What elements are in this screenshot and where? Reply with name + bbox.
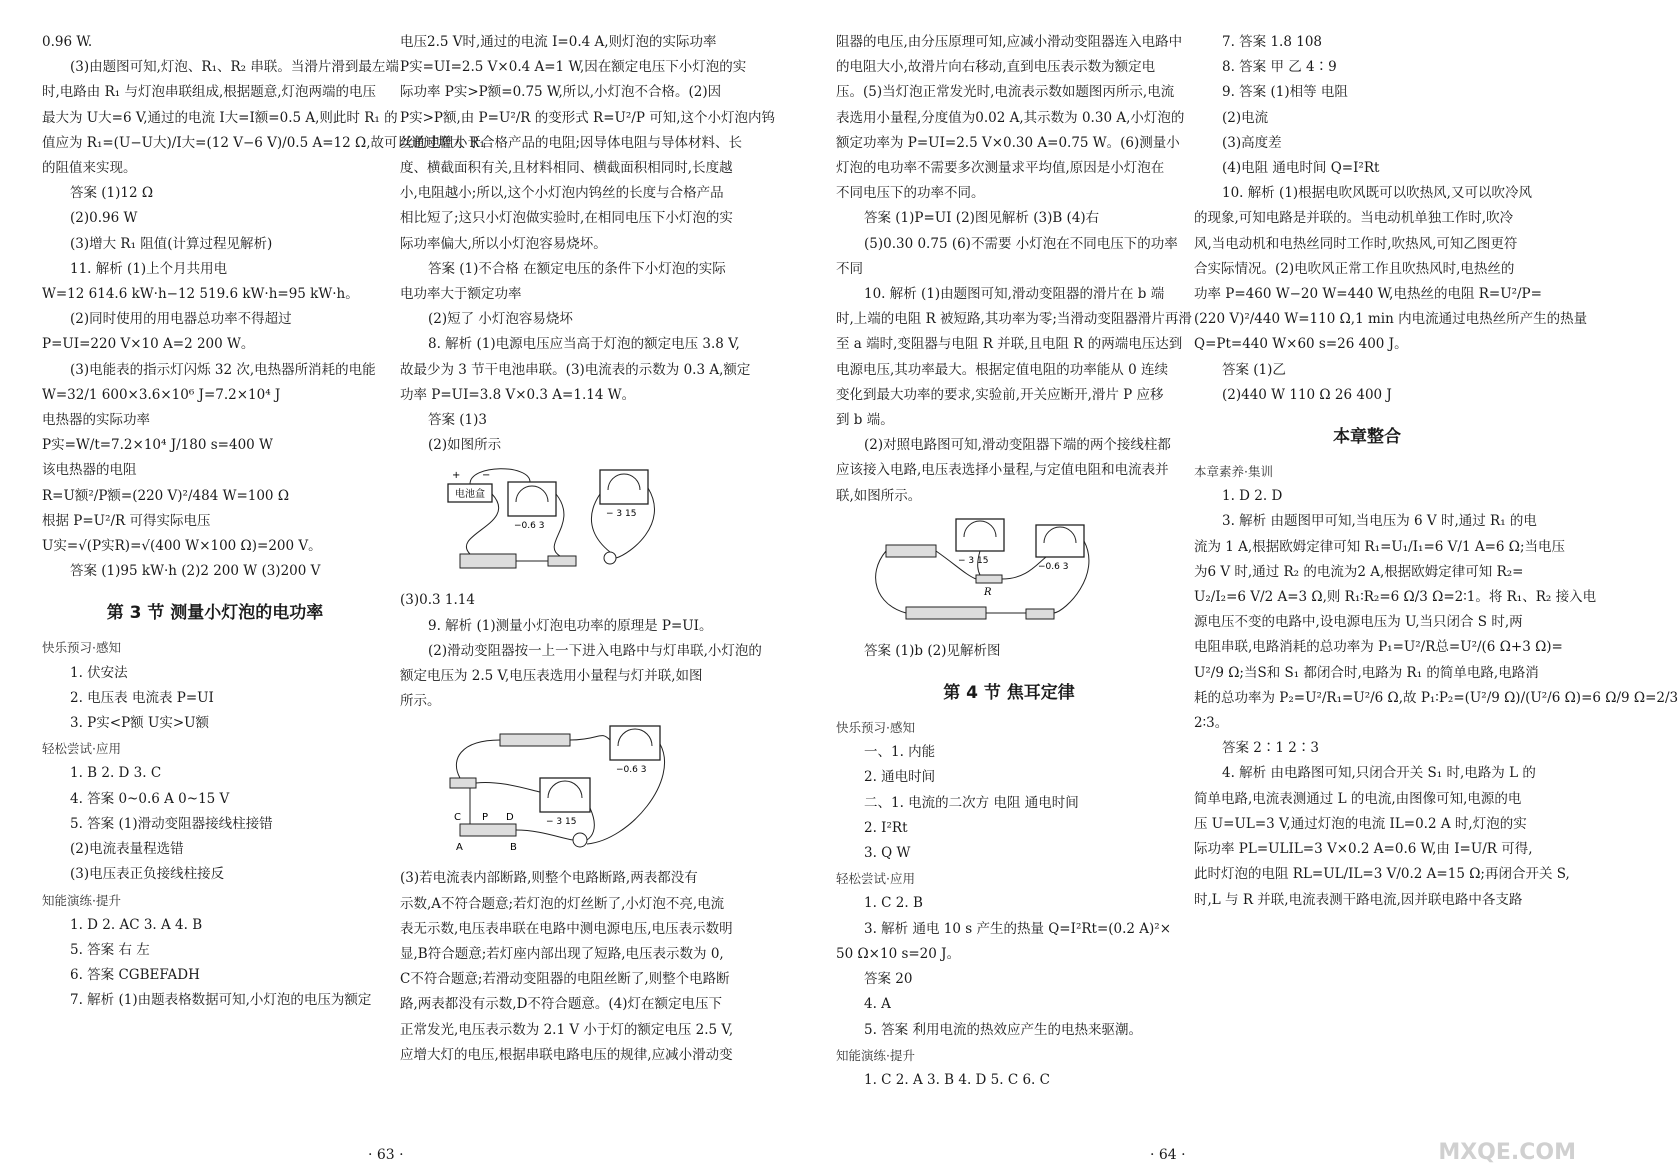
text-line: C不符合题意;若滑动变阻器的电阻丝断了,则整个电路断: [400, 971, 730, 988]
page-number-64: · 64 ·: [1150, 1147, 1186, 1163]
text-line: 答案 (1)b (2)见解析图: [864, 642, 1001, 659]
text-line: (2)如图所示: [428, 437, 502, 454]
text-line: 答案 (1)不合格 在额定电压的条件下小灯泡的实际: [428, 260, 726, 277]
resistor-icon: [976, 575, 1002, 583]
right-col1-end-lines: [836, 715, 1182, 1093]
battery-label: 电池盒: [455, 489, 485, 501]
text-line: 丝的电阻小于合格产品的电阻;因导体电阻与导体材料、长: [400, 134, 743, 151]
text-line: 流为 1 A,根据欧姆定律可知 R₁=U₁/I₁=6 V/1 A=6 Ω;当电压: [1194, 538, 1566, 555]
label-d: D: [506, 812, 514, 824]
ammeter-scale: −0.6 3: [514, 521, 545, 532]
text-line: 功率 P=UI=3.8 V×0.3 A=1.14 W。: [400, 386, 636, 403]
text-line: 不同电压下的功率不同。: [836, 185, 985, 202]
text-line: 电源电压,其功率最大。根据定值电阻的功率能从 0 连续: [836, 361, 1168, 378]
text-line: 值应为 R₁=(U−U大)/I大=(12 V−6 V)/0.5 A=12 Ω,故可以通过增大 R₁: [42, 134, 485, 151]
text-line: 最大为 U大=6 V,通过的电流 I大=I额=0.5 A,则此时 R₁ 的: [42, 109, 398, 126]
text-line: 二、1. 电流的二次方 电阻 通电时间: [864, 794, 1079, 811]
text-line: 知能演练·提升: [836, 1047, 915, 1063]
section-4-title: 第 4 节 焦耳定律: [943, 683, 1075, 704]
text-line: 阻器的电压,由分压原理可知,应减小滑动变阻器连入电路中: [836, 34, 1183, 50]
text-line: 该电热器的电阻: [42, 462, 137, 479]
text-line: 7. 解析 (1)由题表格数据可知,小灯泡的电压为额定: [70, 992, 372, 1009]
switch-icon: [548, 556, 576, 566]
resistor-label: R: [984, 586, 992, 598]
text-line: 0.96 W.: [42, 34, 93, 50]
text-line: (2)440 W 110 Ω 26 400 J: [1222, 386, 1392, 403]
text-line: 简单电路,电流表测通过 L 的电流,由图像可知,电源的电: [1194, 790, 1522, 807]
fig10-switch-icon: [1026, 609, 1054, 619]
text-line: 电热器的实际功率: [42, 412, 150, 429]
text-line: U²/9 Ω;当S和 S₁ 都闭合时,电路为 R₁ 的简单电路,电路消: [1194, 664, 1539, 681]
text-line: 轻松尝试·应用: [42, 741, 121, 757]
text-line: 5. 答案 右 左: [70, 941, 150, 958]
section-3-title: 第 3 节 测量小灯泡的电功率: [106, 603, 324, 624]
text-line: 3. Q W: [864, 845, 911, 862]
text-line: (3)电压表正负接线柱接反: [70, 866, 225, 883]
text-line: 到 b 端。: [836, 412, 894, 429]
text-line: 1. C 2. A 3. B 4. D 5. C 6. C: [864, 1071, 1050, 1088]
text-line: 3. 解析 通电 10 s 产生的热量 Q=I²Rt=(0.2 A)²×: [864, 920, 1172, 937]
text-line: 应增大灯的电压,根据串联电路电压的规律,应减小滑动变: [400, 1046, 733, 1063]
text-line: 1. C 2. B: [864, 895, 923, 912]
voltmeter-icon: [600, 470, 648, 504]
text-line: 联,如图所示。: [836, 487, 922, 504]
text-line: 不同: [836, 260, 863, 277]
fig10-ammeter-scale: −0.6 3: [1038, 561, 1069, 572]
text-line: W=12 614.6 kW·h−12 519.6 kW·h=95 kW·h。: [42, 286, 359, 303]
fig9-switch-icon: [450, 778, 476, 788]
text-line: 际功率 PL=ULIL=3 V×0.2 A=0.6 W,由 I=U/R 可得,: [1194, 841, 1533, 858]
figure-10-circuit: [866, 515, 1182, 633]
text-line: (5)0.30 0.75 (6)不需要 小灯泡在不同电压下的功率: [864, 235, 1178, 252]
text-line: (2)电流: [1222, 109, 1269, 126]
text-line: 所示。: [400, 693, 441, 710]
right-column-1: [836, 30, 1192, 1093]
text-line: 10. 解析 (1)根据电吹风既可以吹热风,又可以吹冷风: [1222, 185, 1532, 202]
text-line: 表无示数,电压表串联在电路中测电源电压,电压表示数明: [400, 920, 733, 937]
text-line: 示数,A不符合题意;若灯泡的灯丝断了,小灯泡不亮,电流: [400, 895, 725, 912]
text-line: 6. 答案 CGBEFADH: [70, 967, 200, 984]
text-line: 3. P实<P额 U实>U额: [70, 715, 210, 732]
plus-sign: +: [452, 470, 461, 482]
text-line: 4. A: [864, 996, 891, 1013]
text-line: 2. 电压表 电流表 P=UI: [70, 689, 214, 706]
text-line: 1. D 2. AC 3. A 4. B: [70, 916, 203, 933]
text-line: 故最少为 3 节干电池串联。(3)电流表的示数为 0.3 A,额定: [400, 361, 751, 378]
right-col1-lines: [836, 30, 1192, 509]
text-line: 4. 解析 由电路图可知,只闭合开关 S₁ 时,电路为 L 的: [1222, 765, 1536, 782]
page-63: [0, 0, 800, 1171]
text-line: 快乐预习·感知: [42, 640, 121, 656]
text-line: 答案 2∶1 2∶3: [1222, 740, 1319, 757]
text-line: (2)电流表量程选错: [70, 841, 184, 858]
chapter-summary-title: 本章整合: [1333, 427, 1401, 448]
label-a: A: [456, 842, 463, 854]
figure-8-circuit: [430, 464, 746, 582]
text-line: 本章素养·集训: [1194, 464, 1273, 480]
text-line: 时,L 与 R 并联,电流表测干路电流,因并联电路中各支路: [1194, 891, 1523, 908]
text-line: (3)若电流表内部断路,则整个电路断路,两表都没有: [400, 870, 698, 887]
text-line: 8. 答案 甲 乙 4∶9: [1222, 59, 1337, 76]
label-b: B: [510, 842, 517, 854]
text-line: 功率 P=460 W−20 W=440 W,电热丝的电阻 R=U²/P=: [1194, 286, 1542, 303]
text-line: 压 U=UL=3 V,通过灯泡的电流 IL=0.2 A 时,灯泡的实: [1194, 815, 1527, 832]
text-line: 2. I²Rt: [864, 819, 908, 836]
text-line: (2)0.96 W: [70, 210, 138, 227]
fig10-voltmeter-scale: − 3 15: [958, 555, 989, 566]
battery-holder-icon: [500, 734, 570, 746]
text-line: 小,电阻越小;所以,这个小灯泡内钨丝的长度与合格产品: [400, 185, 724, 202]
text-line: 10. 解析 (1)由题图可知,滑动变阻器的滑片在 b 端: [864, 286, 1165, 303]
page-64: [800, 0, 1678, 1171]
text-line: 快乐预习·感知: [836, 720, 915, 736]
text-line: 答案 20: [864, 971, 913, 988]
text-line: 7. 答案 1.8 108: [1222, 34, 1322, 50]
watermark: MXQE.COM: [1438, 1140, 1576, 1165]
text-line: (2)滑动变阻器按一上一下进入电路中与灯串联,小灯泡的: [428, 642, 762, 659]
text-line: 2∶3。: [1194, 715, 1229, 732]
text-line: 4. 答案 0~0.6 A 0~15 V: [70, 790, 230, 807]
text-line: 源电压不变的电路中,设电源电压为 U,当只闭合 S 时,两: [1194, 614, 1523, 631]
text-line: (2)对照电路图可知,滑动变阻器下端的两个接线柱都: [864, 437, 1171, 454]
text-line: 50 Ω×10 s=20 J。: [836, 945, 961, 962]
text-line: R=U额²/P额=(220 V)²/484 W=100 Ω: [42, 487, 290, 504]
fig9-voltmeter-icon: [610, 726, 660, 760]
rheostat-icon: [460, 554, 516, 568]
text-line: (3)由题图可知,灯泡、R₁、R₂ 串联。当滑片滑到最左端: [70, 59, 399, 76]
fig10-voltmeter-icon: [956, 519, 1004, 551]
text-line: 度、横截面积有关,且材料相同、横截面积相同时,长度越: [400, 160, 733, 177]
text-line: 根据 P=U²/R 可得实际电压: [42, 512, 211, 529]
ammeter-icon: [508, 482, 556, 516]
text-line: 5. 答案 利用电流的热效应产生的电热来驱潮。: [864, 1021, 1142, 1038]
text-line: 8. 解析 (1)电源电压应当高于灯泡的额定电压 3.8 V,: [428, 336, 740, 353]
text-line: 为6 V 时,通过 R₂ 的电流为2 A,根据欧姆定律可知 R₂=: [1194, 563, 1524, 580]
fig10-rheostat-icon: [886, 545, 936, 557]
text-line: 答案 (1)3: [428, 412, 488, 429]
text-line: 电功率大于额定功率: [400, 286, 522, 303]
right-col1-after-lines: [836, 639, 1182, 664]
fig10-ammeter-icon: [1036, 525, 1084, 557]
text-line: (3)0.3 1.14: [400, 592, 475, 609]
right-col2-after-lines: [1194, 459, 1678, 913]
text-line: 相比短了;这只小灯泡做实验时,在相同电压下小灯泡的实: [400, 210, 733, 227]
text-line: 电压2.5 V时,通过的电流 I=0.4 A,则灯泡的实际功率: [400, 34, 717, 50]
left-col2-lines: [400, 30, 776, 458]
text-line: 答案 (1)95 kW·h (2)2 200 W (3)200 V: [70, 563, 321, 580]
text-line: W=32/1 600×3.6×10⁶ J=7.2×10⁴ J: [42, 386, 281, 403]
text-line: (3)电能表的指示灯闪烁 32 次,电热器所消耗的电能: [70, 361, 376, 378]
text-line: 电阻串联,电路消耗的总功率为 P₁=U²/R总=U²/(6 Ω+3 Ω)=: [1194, 639, 1563, 656]
text-line: (3)增大 R₁ 阻值(计算过程见解析): [70, 235, 273, 252]
text-line: 1. B 2. D 3. C: [70, 765, 162, 782]
text-line: 应该接入电路,电压表选择小量程,与定值电阻和电流表并: [836, 462, 1169, 479]
text-line: P实=UI=2.5 V×0.4 A=1 W,因在额定电压下小灯泡的实: [400, 59, 747, 76]
text-line: (2)同时使用的用电器总功率不得超过: [70, 311, 292, 328]
text-line: (220 V)²/440 W=110 Ω,1 min 内电流通过电热丝所产生的热量: [1194, 311, 1588, 328]
text-line: P实=W/t=7.2×10⁴ J/180 s=400 W: [42, 437, 273, 454]
text-line: 的现象,可知电路是并联的。当电动机单独工作时,吹冷: [1194, 210, 1514, 227]
text-line: 11. 解析 (1)上个月共用电: [70, 260, 228, 277]
right-col2-lines: [1194, 30, 1588, 408]
page-number-63: · 63 ·: [368, 1147, 404, 1163]
fig9-ammeter-icon: [540, 778, 590, 812]
text-line: 显,B符合题意;若灯座内部出现了短路,电压表示数为 0,: [400, 946, 724, 963]
figure-9-circuit: [430, 720, 746, 860]
fig9-rheostat-icon: [460, 824, 516, 836]
text-line: U实=√(P实R)=√(400 W×100 Ω)=200 V。: [42, 538, 322, 555]
text-line: 际功率 P实>P额=0.75 W,所以,小灯泡不合格。(2)因: [400, 84, 722, 101]
text-line: (3)高度差: [1222, 134, 1282, 151]
left-col2-end-lines: [400, 866, 746, 1068]
text-line: 至 a 端时,变阻器与电阻 R 并联,且电阻 R 的两端电压达到: [836, 336, 1183, 353]
text-line: 2. 通电时间: [864, 769, 936, 786]
text-line: U₂/I₂=6 V/2 A=3 Ω,则 R₁∶R₂=6 Ω/3 Ω=2∶1。将 R₁、R₂ 接入电: [1194, 589, 1597, 606]
minus-sign: −: [482, 470, 491, 482]
text-line: 3. 解析 由题图甲可知,当电压为 6 V 时,通过 R₁ 的电: [1222, 513, 1537, 530]
text-line: 的阻值来实现。: [42, 160, 137, 177]
text-line: 9. 答案 (1)相等 电阻: [1222, 84, 1348, 101]
bulb-icon: [604, 552, 616, 564]
text-line: 轻松尝试·应用: [836, 871, 915, 887]
text-line: 答案 (1)乙: [1222, 361, 1286, 378]
fig9-voltmeter-scale: −0.6 3: [616, 765, 647, 776]
label-p: P: [482, 812, 489, 824]
text-line: 1. D 2. D: [1222, 488, 1283, 505]
text-line: 一、1. 内能: [864, 744, 936, 761]
text-line: 时,电路由 R₁ 与灯泡串联组成,根据题意,灯泡两端的电压: [42, 84, 377, 101]
text-line: 知能演练·提升: [42, 892, 121, 908]
text-line: 变化到最大功率的要求,实验前,开关应断开,滑片 P 应移: [836, 386, 1164, 403]
fig9-bulb-icon: [573, 833, 587, 847]
fig10-battery-icon: [906, 607, 986, 619]
text-line: 额定电压为 2.5 V,电压表选用小量程与灯并联,如图: [400, 668, 703, 685]
text-line: 风,当电动机和电热丝同时工作时,吹热风,可知乙图更符: [1194, 235, 1518, 252]
text-line: P=UI=220 V×10 A=2 200 W。: [42, 336, 255, 353]
text-line: 压。(5)当灯泡正常发光时,电流表示数如题图丙所示,电流: [836, 84, 1175, 101]
text-line: 耗的总功率为 P₂=U²/R₁=U²/6 Ω,故 P₁∶P₂=(U²/9 Ω)/(U²/6 Ω)=6 Ω/9 Ω=2/3: [1194, 689, 1678, 706]
left-col1-after-lines: [42, 635, 388, 1013]
right-column-2: [1194, 30, 1678, 913]
text-line: (2)短了 小灯泡容易烧坏: [428, 311, 573, 328]
text-line: 9. 解析 (1)测量小灯泡电功率的原理是 P=UI。: [428, 617, 713, 634]
left-col2-mid-lines: [400, 588, 762, 714]
fig9-ammeter-scale: − 3 15: [546, 817, 577, 828]
voltmeter-scale: − 3 15: [606, 509, 637, 520]
text-line: 灯泡的电功率不需要多次测量求平均值,原因是小灯泡在: [836, 160, 1165, 177]
text-line: 答案 (1)12 Ω: [70, 185, 154, 202]
text-line: 正常发光,电压表示数为 2.1 V 小于灯的额定电压 2.5 V,: [400, 1021, 734, 1038]
text-line: P实>P额,由 P=U²/R 的变形式 R=U²/P 可知,这个小灯泡内钨: [400, 109, 776, 126]
text-line: 额定功率为 P=UI=2.5 V×0.30 A=0.75 W。(6)测量小: [836, 134, 1180, 151]
text-line: 合实际情况。(2)电吹风正常工作且吹热风时,电热丝的: [1194, 260, 1515, 277]
text-line: 1. 伏安法: [70, 664, 128, 681]
text-line: 际功率偏大,所以小灯泡容易烧坏。: [400, 235, 607, 252]
text-line: 路,两表都没有示数,D不符合题意。(4)灯在额定电压下: [400, 996, 723, 1013]
text-line: 答案 (1)P=UI (2)图见解析 (3)B (4)右: [864, 210, 1100, 227]
text-line: 表选用小量程,分度值为0.02 A,其示数为 0.30 A,小灯泡的: [836, 109, 1185, 126]
text-line: 5. 答案 (1)滑动变阻器接线柱接错: [70, 815, 273, 832]
text-line: Q=Pt=440 W×60 s=26 400 J。: [1194, 336, 1408, 353]
text-line: 此时灯泡的电阻 RL=UL/IL=3 V/0.2 A=15 Ω;再闭合开关 S,: [1194, 866, 1570, 883]
left-column-2: [400, 30, 776, 1068]
text-line: 的电阻大小,故滑片向右移动,直到电压表示数为额定电: [836, 59, 1156, 76]
label-c: C: [454, 812, 461, 824]
text-line: 时,上端的电阻 R 被短路,其功率为零;当滑动变阻器滑片再滑: [836, 311, 1192, 328]
text-line: (4)电阻 通电时间 Q=I²Rt: [1222, 160, 1380, 177]
